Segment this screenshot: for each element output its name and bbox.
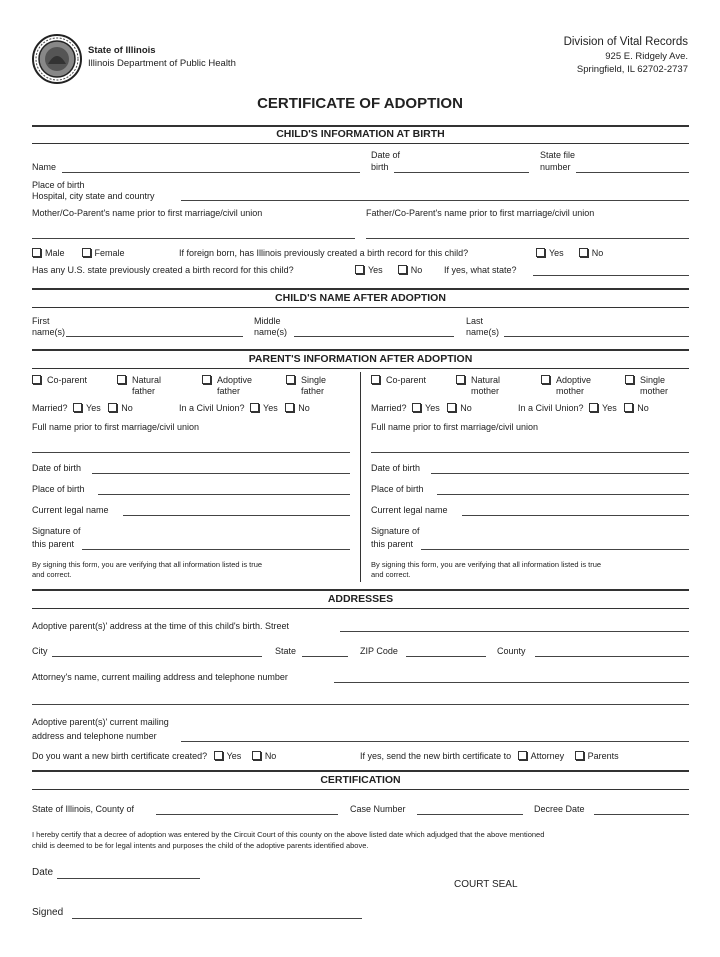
p1-signature-label-1: Signature of — [32, 526, 81, 536]
p2-adoptive-role: mother — [556, 386, 585, 396]
female-checkbox[interactable] — [82, 248, 91, 257]
female-label: Female — [94, 248, 125, 258]
dob-field[interactable] — [394, 172, 529, 173]
divider — [32, 368, 689, 369]
p1-adoptive-label: Adoptive — [217, 375, 253, 385]
p1-verify-text-2: and correct. — [32, 570, 72, 579]
p1-signature-label-2: this parent — [32, 539, 75, 549]
divider — [32, 770, 689, 772]
p2-single-label: Single — [640, 375, 666, 385]
name-field[interactable] — [62, 172, 360, 173]
decree-date-field[interactable] — [594, 814, 689, 815]
current-address-label-1: Adoptive parent(s)' current mailing — [32, 717, 169, 727]
first-name-field[interactable] — [66, 336, 243, 337]
us-yes-no — [355, 265, 422, 275]
p1-pob-label: Place of birth — [32, 484, 85, 494]
state-file-label-2: number — [540, 162, 571, 172]
county-field[interactable] — [535, 656, 689, 657]
p1-single-label: Single — [301, 375, 327, 385]
p1-single-checkbox[interactable] — [286, 375, 295, 384]
date-field[interactable] — [57, 878, 200, 879]
p2-civil-yes-label: Yes — [602, 403, 617, 413]
father-field[interactable] — [366, 238, 689, 239]
decree-date-label: Decree Date — [534, 804, 585, 814]
p2-coparent-checkbox[interactable] — [371, 375, 380, 384]
p2-fullname-label: Full name prior to first marriage/civil union — [371, 422, 539, 432]
send-parents-checkbox[interactable] — [575, 751, 584, 760]
state-name: State of Illinois — [88, 45, 156, 56]
send-to-question: If yes, send the new birth certificate to — [360, 751, 512, 761]
foreign-yes-label: Yes — [549, 248, 564, 258]
p2-civil-yes-checkbox[interactable] — [589, 403, 598, 412]
p2-civil-label: In a Civil Union? — [518, 403, 584, 413]
county-of-field[interactable] — [156, 814, 338, 815]
zip-label: ZIP Code — [360, 646, 398, 656]
certification-text-1: I hereby certify that a decree of adoption was entered by the Circuit Court of this county on the above listed date which adjudged that the above mentioned — [32, 830, 545, 839]
divider — [32, 789, 689, 790]
p1-natural-checkbox[interactable] — [117, 375, 126, 384]
divider — [32, 349, 689, 351]
sex-row — [32, 248, 125, 258]
p1-civil-yes-label: Yes — [263, 403, 278, 413]
p2-married-no-checkbox[interactable] — [447, 403, 456, 412]
p2-pob-label: Place of birth — [371, 484, 424, 494]
division-address-2: Springfield, IL 62702-2737 — [576, 64, 688, 75]
signed-label: Signed — [32, 907, 64, 918]
p1-legal-label: Current legal name — [32, 505, 109, 515]
division-address-1: 925 E. Ridgely Ave. — [605, 51, 688, 62]
new-cert-row — [32, 751, 276, 761]
county-label: County — [497, 646, 526, 656]
p2-pob-field[interactable] — [437, 494, 689, 495]
foreign-yes-no — [536, 248, 603, 258]
section-addresses-heading: ADDRESSES — [327, 593, 394, 605]
p2-adoptive-label: Adoptive — [556, 375, 592, 385]
middle-name-label-1: Middle — [254, 316, 281, 326]
department-name: Illinois Department of Public Health — [88, 58, 236, 69]
division-name: Division of Vital Records — [563, 36, 688, 48]
first-name-label-2: name(s) — [32, 327, 66, 337]
foreign-no-checkbox[interactable] — [579, 248, 588, 257]
p1-civil-no-label: No — [298, 403, 310, 413]
p1-married-no-checkbox[interactable] — [108, 403, 117, 412]
p2-civil-no-checkbox[interactable] — [624, 403, 633, 412]
section-parents-heading: PARENT'S INFORMATION AFTER ADOPTION — [248, 353, 473, 365]
p1-dob-label: Date of birth — [32, 463, 82, 473]
p1-married-label: Married? — [32, 403, 68, 413]
new-cert-yes-label: Yes — [226, 751, 242, 761]
which-state-field[interactable] — [533, 275, 689, 276]
state-label: State — [275, 646, 297, 656]
new-cert-no-checkbox[interactable] — [252, 751, 261, 760]
first-name-label-1: First — [32, 316, 50, 326]
send-parents-label: Parents — [587, 751, 619, 761]
county-of-label: State of Illinois, County of — [32, 804, 135, 814]
p1-married-yes-label: Yes — [86, 403, 101, 413]
pob-label-2: Hospital, city state and country — [32, 191, 155, 201]
p1-fullname-label: Full name prior to first marriage/civil union — [32, 422, 200, 432]
p2-signature-label-1: Signature of — [371, 526, 420, 536]
divider — [32, 125, 689, 127]
state-file-label-1: State file — [540, 150, 576, 160]
divider — [32, 288, 689, 290]
p2-married-row — [371, 403, 472, 413]
mother-label: Mother/Co-Parent's name prior to first marriage/civil union — [32, 208, 263, 218]
new-cert-yes-checkbox[interactable] — [214, 751, 223, 760]
p2-natural-checkbox[interactable] — [456, 375, 465, 384]
current-address-label-2: address and telephone number — [32, 731, 157, 741]
signed-field[interactable] — [72, 918, 362, 919]
p2-verify-text-1: By signing this form, you are verifying that all information listed is true — [371, 560, 602, 569]
divider — [32, 608, 689, 609]
p1-verify-text-1: By signing this form, you are verifying that all information listed is true — [32, 560, 263, 569]
p1-pob-field[interactable] — [98, 494, 350, 495]
us-yes-label: Yes — [368, 265, 383, 275]
p1-natural-label: Natural — [132, 375, 162, 385]
p2-signature-label-2: this parent — [371, 539, 414, 549]
foreign-born-question: If foreign born, has Illinois previously created a birth record for this child? — [179, 248, 469, 258]
p2-fullname-field[interactable] — [371, 452, 689, 453]
illinois-seal-logo — [32, 34, 82, 84]
mother-field[interactable] — [32, 238, 355, 239]
middle-name-field[interactable] — [294, 336, 454, 337]
p1-civil-no-checkbox[interactable] — [285, 403, 294, 412]
us-no-label: No — [410, 265, 423, 275]
city-label: City — [32, 646, 48, 656]
middle-name-label-2: name(s) — [254, 327, 288, 337]
pob-field[interactable] — [181, 200, 689, 201]
case-number-label: Case Number — [350, 804, 406, 814]
divider — [32, 143, 689, 144]
attorney-label: Attorney's name, current mailing address and telephone number — [32, 672, 288, 682]
current-address-field[interactable] — [181, 741, 689, 742]
parents-column-divider — [360, 372, 361, 582]
p2-civil-no-label: No — [637, 403, 649, 413]
p2-married-yes-checkbox[interactable] — [412, 403, 421, 412]
page-title: CERTIFICATE OF ADOPTION — [257, 95, 463, 112]
p2-dob-field[interactable] — [431, 473, 689, 474]
p1-married-row — [32, 403, 133, 413]
send-attorney-checkbox[interactable] — [518, 751, 527, 760]
certification-text-2: child is deemed to be for legal intents and purposes the child of the adoptive parents identified above. — [32, 841, 369, 850]
dob-label-1: Date of — [371, 150, 401, 160]
court-seal-label: COURT SEAL — [454, 879, 518, 890]
p2-dob-label: Date of birth — [371, 463, 421, 473]
p1-civil-yes-checkbox[interactable] — [250, 403, 259, 412]
adoptive-address-label: Adoptive parent(s)' address at the time of this child's birth. Street — [32, 621, 290, 631]
last-name-label-2: name(s) — [466, 327, 500, 337]
p1-legal-field[interactable] — [123, 515, 350, 516]
state-file-field[interactable] — [576, 172, 689, 173]
us-state-question: Has any U.S. state previously created a birth record for this child? — [32, 265, 294, 275]
us-no-checkbox[interactable] — [398, 265, 407, 274]
section-birth-heading: CHILD'S INFORMATION AT BIRTH — [276, 128, 445, 140]
p2-signature-field[interactable] — [421, 549, 689, 550]
city-field[interactable] — [52, 656, 262, 657]
section-name-after-heading: CHILD'S NAME AFTER ADOPTION — [275, 292, 446, 304]
p1-single-role: father — [301, 386, 325, 396]
p1-natural-role: father — [132, 386, 156, 396]
p2-natural-role: mother — [471, 386, 500, 396]
male-label: Male — [45, 248, 65, 258]
case-number-field[interactable] — [417, 814, 523, 815]
last-name-label-1: Last — [466, 316, 484, 326]
last-name-field[interactable] — [504, 336, 689, 337]
us-yes-checkbox[interactable] — [355, 265, 364, 274]
p2-coparent-label: Co-parent — [386, 375, 427, 385]
p1-civil-row — [179, 403, 310, 413]
foreign-yes-checkbox[interactable] — [536, 248, 545, 257]
p2-single-checkbox[interactable] — [625, 375, 634, 384]
dob-label-2: birth — [371, 162, 389, 172]
p1-coparent-label: Co-parent — [47, 375, 88, 385]
name-label: Name — [32, 162, 57, 172]
attorney-field-2[interactable] — [32, 704, 689, 705]
father-label: Father/Co-Parent's name prior to first marriage/civil union — [366, 208, 595, 218]
p1-adoptive-checkbox[interactable] — [202, 375, 211, 384]
p1-coparent-checkbox[interactable] — [32, 375, 41, 384]
divider — [32, 589, 689, 591]
p1-fullname-field[interactable] — [32, 452, 350, 453]
p2-natural-label: Natural — [471, 375, 501, 385]
foreign-no-label: No — [591, 248, 604, 258]
state-field[interactable] — [302, 656, 348, 657]
zip-field[interactable] — [406, 656, 486, 657]
p2-legal-label: Current legal name — [371, 505, 448, 515]
section-certification-heading: CERTIFICATION — [320, 774, 401, 786]
p1-civil-label: In a Civil Union? — [179, 403, 245, 413]
p2-verify-text-2: and correct. — [371, 570, 411, 579]
p2-civil-row — [518, 403, 649, 413]
p1-signature-field[interactable] — [82, 549, 350, 550]
p2-married-yes-label: Yes — [425, 403, 440, 413]
p1-dob-field[interactable] — [92, 473, 350, 474]
which-state-label: If yes, what state? — [444, 265, 517, 275]
divider — [32, 307, 689, 308]
send-attorney-label: Attorney — [530, 751, 565, 761]
send-to-row — [360, 751, 619, 761]
p1-adoptive-role: father — [217, 386, 241, 396]
p2-adoptive-checkbox[interactable] — [541, 375, 550, 384]
p2-married-no-label: No — [460, 403, 472, 413]
new-cert-no-label: No — [264, 751, 277, 761]
p2-married-label: Married? — [371, 403, 407, 413]
street-field[interactable] — [340, 631, 689, 632]
date-label: Date — [32, 867, 54, 878]
new-cert-question: Do you want a new birth certificate created? — [32, 751, 208, 761]
pob-label-1: Place of birth — [32, 180, 85, 190]
attorney-field-1[interactable] — [334, 682, 689, 683]
male-checkbox[interactable] — [32, 248, 41, 257]
p1-married-yes-checkbox[interactable] — [73, 403, 82, 412]
p2-single-role: mother — [640, 386, 669, 396]
p1-married-no-label: No — [121, 403, 133, 413]
p2-legal-field[interactable] — [462, 515, 689, 516]
